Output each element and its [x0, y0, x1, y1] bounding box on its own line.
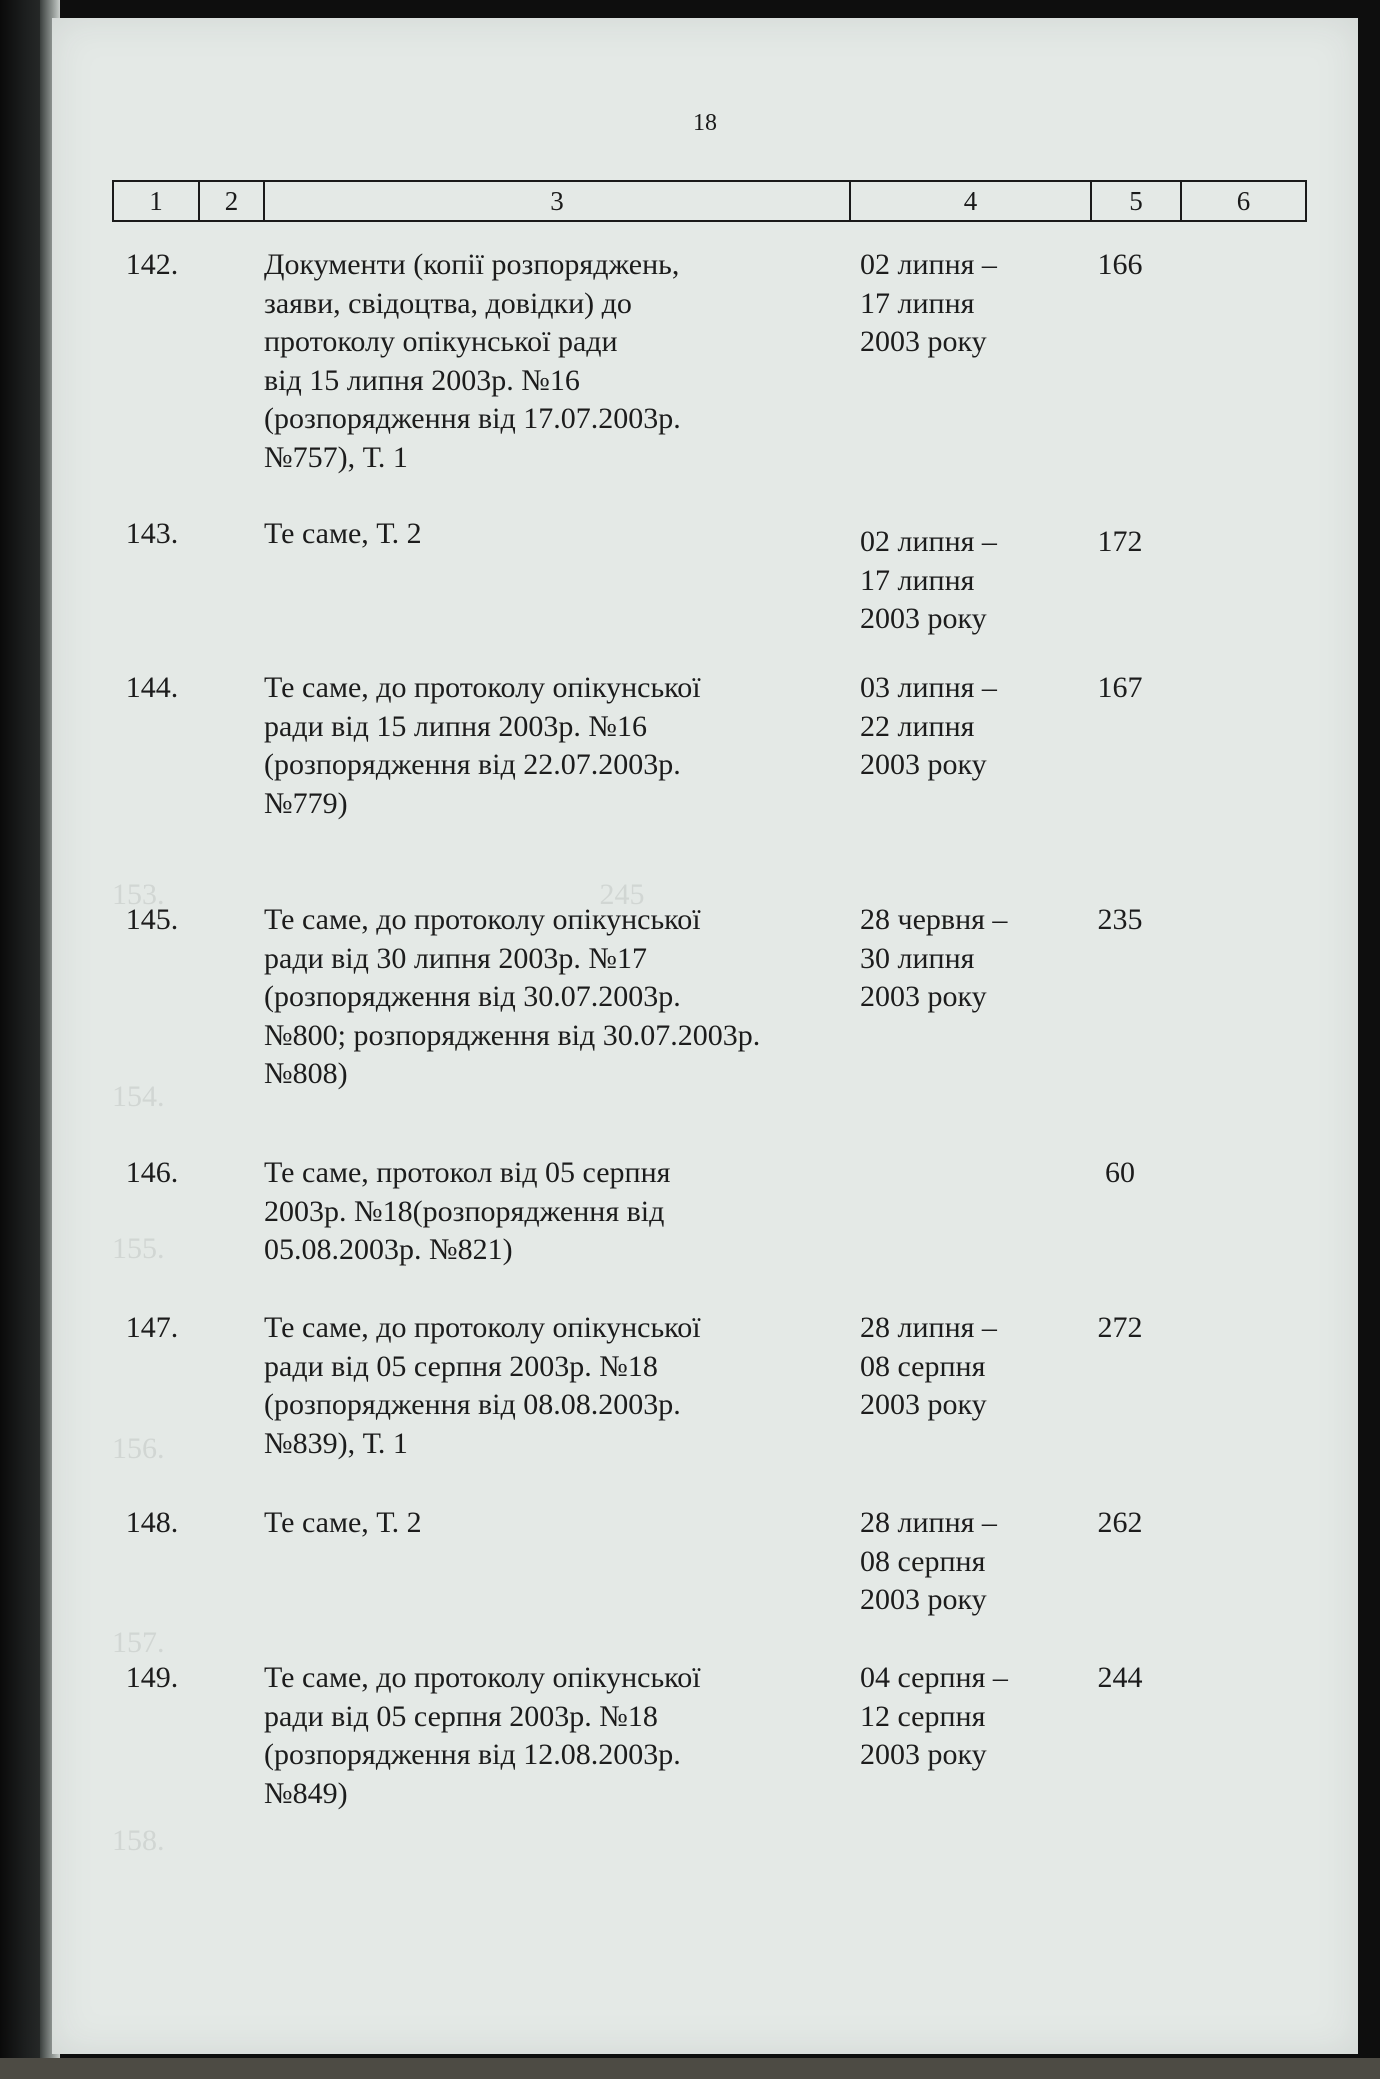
row-sheet-count: 244 [1097, 1661, 1143, 1694]
row-sheet-count: 262 [1097, 1506, 1143, 1539]
description-line: Те саме, Т. 2 [264, 517, 422, 550]
row-sheet-count: 60 [1105, 1156, 1135, 1189]
description-line: (розпорядження від 30.07.2003р. [264, 980, 681, 1013]
row-description [264, 1504, 854, 1543]
description-line: 05.08.2003р. №821) [264, 1233, 513, 1266]
description-line: Те саме, Т. 2 [264, 1506, 422, 1539]
description-line: №757), Т. 1 [264, 440, 408, 474]
row-dates [860, 1309, 1060, 1425]
row-description [264, 515, 854, 554]
row-description [264, 669, 854, 823]
date-line: 2003 року [860, 1738, 987, 1771]
row-sheet-count: 167 [1097, 671, 1143, 704]
description-line: (розпорядження від 17.07.2003р. [264, 402, 681, 435]
description-line: №808) [264, 1057, 348, 1090]
date-line: 03 липня – [860, 671, 997, 704]
header-col-2: 2 [200, 182, 265, 220]
show-through-decoration: 156. [112, 1432, 165, 1465]
description-line: від 15 липня 2003р. №16 [264, 363, 580, 397]
date-line: 2003 року [860, 748, 987, 781]
row-number: 147. [125, 1311, 179, 1344]
header-col-1: 1 [114, 182, 200, 220]
description-line: ради від 05 серпня 2003р. №18 [264, 1699, 658, 1733]
date-line: 2003 року [860, 325, 987, 358]
row-number: 143. [125, 517, 179, 550]
description-line: Документи (копії розпоряджень, [264, 248, 680, 281]
description-line: (розпорядження від 12.08.2003р. [264, 1738, 681, 1771]
date-line: 28 липня – [860, 1506, 997, 1539]
row-dates [860, 246, 1060, 362]
row-description [264, 901, 854, 1094]
row-dates [860, 901, 1060, 1017]
row-description [264, 1154, 854, 1270]
description-line: (розпорядження від 08.08.2003р. [264, 1388, 681, 1421]
description-line: Те саме, до протоколу опікунської [264, 671, 701, 704]
date-line: 28 липня – [860, 1311, 997, 1344]
date-line: 02 липня – [860, 248, 997, 281]
description-line: Те саме, до протоколу опікунської [264, 1311, 701, 1344]
date-line: 08 серпня [860, 1544, 986, 1578]
row-number: 145. [125, 903, 179, 936]
description-line: ради від 30 липня 2003р. №17 [264, 941, 647, 975]
description-line: 2003р. №18(розпорядження від [264, 1194, 665, 1228]
show-through-decoration: 158. [112, 1824, 165, 1857]
date-line: 17 липня [860, 563, 975, 597]
description-line: №849) [264, 1776, 348, 1810]
table-header [112, 180, 1307, 222]
date-line: 17 липня [860, 286, 975, 320]
header-col-3: 3 [265, 182, 851, 220]
date-line: 04 серпня – [860, 1661, 1008, 1694]
description-line: Те саме, протокол від 05 серпня [264, 1156, 671, 1189]
date-line: 30 липня [860, 941, 975, 975]
description-line: Те саме, до протоколу опікунської [264, 903, 701, 936]
row-number: 149. [125, 1661, 179, 1694]
description-line: Те саме, до протоколу опікунської [264, 1661, 701, 1694]
description-line: №779) [264, 786, 348, 820]
row-sheet-count: 172 [1097, 525, 1143, 558]
row-dates [860, 1659, 1060, 1775]
show-through-decoration: 155. [112, 1232, 165, 1265]
description-line: №800; розпорядження від 30.07.2003р. [264, 1018, 761, 1052]
date-line: 02 липня – [860, 525, 997, 558]
row-number: 148. [125, 1506, 179, 1539]
show-through-decoration: 153. 245 [112, 878, 645, 911]
description-line: (розпорядження від 22.07.2003р. [264, 748, 681, 781]
date-line: 08 серпня [860, 1349, 986, 1383]
date-line: 28 червня – [860, 903, 1008, 936]
header-col-6: 6 [1236, 186, 1251, 216]
description-line: ради від 05 серпня 2003р. №18 [264, 1349, 658, 1383]
date-line: 2003 року [860, 602, 987, 635]
page-number: 18 [693, 110, 717, 136]
show-through-decoration: 157. [112, 1626, 165, 1659]
date-line: 12 серпня [860, 1699, 986, 1733]
header-col-4: 4 [851, 182, 1092, 220]
row-description [264, 1659, 854, 1813]
date-line: 22 липня [860, 709, 975, 743]
row-sheet-count: 166 [1097, 248, 1143, 281]
date-line: 2003 року [860, 1388, 987, 1421]
header-col-5: 5 [1092, 182, 1182, 220]
row-description [264, 246, 854, 477]
show-through-decoration: 154. [112, 1080, 165, 1113]
row-number: 146. [125, 1156, 179, 1189]
description-line: №839), Т. 1 [264, 1426, 408, 1460]
description-line: заяви, свідоцтва, довідки) до [264, 286, 632, 320]
row-dates [860, 669, 1060, 785]
row-dates [860, 523, 1060, 639]
document-page [52, 18, 1358, 2054]
date-line: 2003 року [860, 980, 987, 1013]
date-line: 2003 року [860, 1583, 987, 1616]
row-number: 142. [125, 248, 179, 281]
description-line: ради від 15 липня 2003р. №16 [264, 709, 647, 743]
description-line: протоколу опікунської ради [264, 325, 618, 358]
row-sheet-count: 272 [1097, 1311, 1143, 1344]
row-dates [860, 1504, 1060, 1620]
row-description [264, 1309, 854, 1463]
scan-bottom-edge [0, 2058, 1380, 2079]
row-sheet-count: 235 [1097, 903, 1143, 936]
row-number: 144. [125, 671, 179, 704]
